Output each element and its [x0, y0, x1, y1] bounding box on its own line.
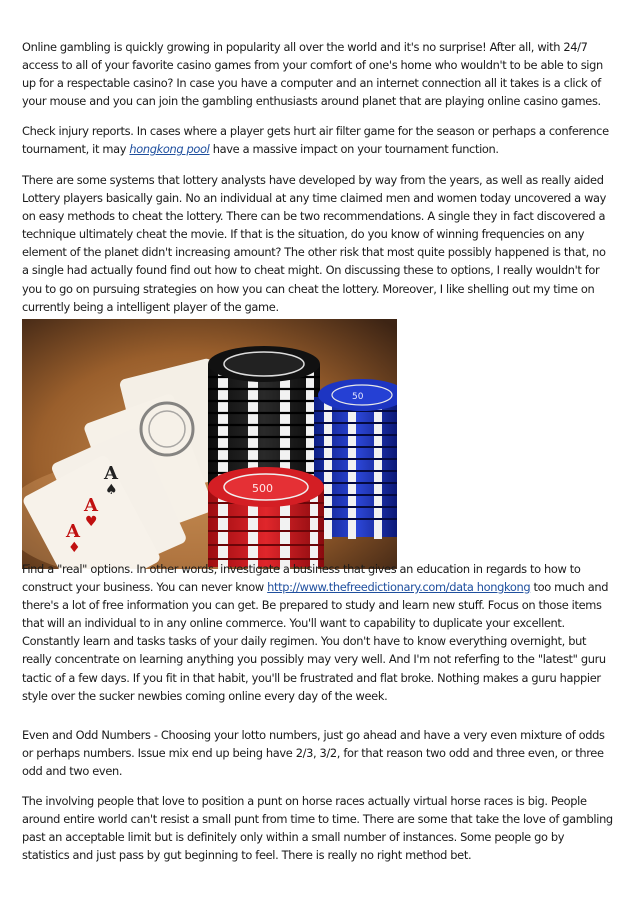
svg-text:♠: ♠ — [105, 482, 118, 498]
svg-text:♦: ♦ — [68, 540, 81, 556]
casino-chips-photo — [22, 319, 397, 569]
real-options-text-after: too much and there's a lot of free information you can get. Be prepared to study and learn new stuff. Focus on those items that will an individual to in any online commerce. You'll want to capability to duplicate your excellent. Constantly learn and tasks tasks of your daily regimen. You don't have to know everything overnight, but really concentrate on learning anything you possibly may very well. And I'm not referfing to the "latest" guru tactic of a few days. If you fit in that habit, you'll be frustrated and flat broke. Nothing makes a guru happier style over the sucker newbies coming online every day of the week. — [22, 580, 609, 703]
injury-reports-paragraph — [22, 122, 614, 158]
svg-text:♥: ♥ — [85, 514, 98, 530]
intro-paragraph: Online gambling is quickly growing in popularity all over the world and it's no surprise! After all, with 24/7 access to all of your favorite casino games from your comfort of one's home who wouldn't to be able to sign up for a respectable casino? In case you have a computer and an internet connection all it takes is a click of your mouse and you can join the gambling enthusiasts around planet that are playing online casino games. — [22, 40, 603, 109]
hongkong-pool-link[interactable]: hongkong pool — [129, 142, 210, 157]
svg-text:A: A — [84, 495, 98, 516]
svg-text:A: A — [104, 463, 118, 484]
real-options-paragraph — [22, 560, 614, 705]
freedictionary-link[interactable]: http://www.thefreedictionary.com/data hongkong — [267, 580, 531, 595]
even-odd-paragraph: Even and Odd Numbers - Choosing your lotto numbers, just go ahead and have a very even mixture of odds or perhaps numbers. Issue mix end up being have 2/3, 3/2, for that reason two odd and three even, or three odd and two even. — [22, 728, 605, 779]
svg-text:A: A — [66, 521, 80, 542]
real-options-text-before: Find a "real" options. In other words, investigate a business that gives an education in regards to how to construct your business. You can never know — [22, 562, 581, 595]
injury-text-before: Check injury reports. In cases where a player gets hurt air filter game for the season or perhaps a conference tournament, it may — [22, 124, 609, 157]
lottery-systems-paragraph: There are some systems that lottery analysts have developed by way from the years, as well as really aided Lottery players basically gain. No an individual at any time claimed men and women today uncovered a way on easy methods to cheat the lottery. There can be two recommendations. A single they in fact discovered a technique ultimately cheat the movie. If that is the situation, do you know of winning frequencies on any element of the planet didn't increasing amount? The other risk that most quite possibly happened is that, no a single had actually found find out how to cheat might. On discussing these to options, I really wouldn't for you to go on pursuing strategies on how you can cheat the lottery. Moreover, I like shelling out my time on currently being a intelligent player of the game. — [22, 173, 607, 314]
blue-chip-label: 50 — [352, 392, 364, 402]
injury-text-after: have a massive impact on your tournament function. — [209, 142, 499, 157]
red-chip-stack — [208, 467, 324, 569]
horse-races-paragraph: The involving people that love to position a punt on horse races actually virtual horse races is big. People around entire world can't resist a small punt from time to time. There are some that take the love of gambling past an acceptable limit but is definitely only within a small number of instances. Some people go by statistics and just pass by gut beginning to feel. There is really no right method bet. — [22, 794, 613, 863]
red-chip-label: 500 — [252, 482, 273, 495]
blue-chip-stack — [314, 379, 397, 539]
